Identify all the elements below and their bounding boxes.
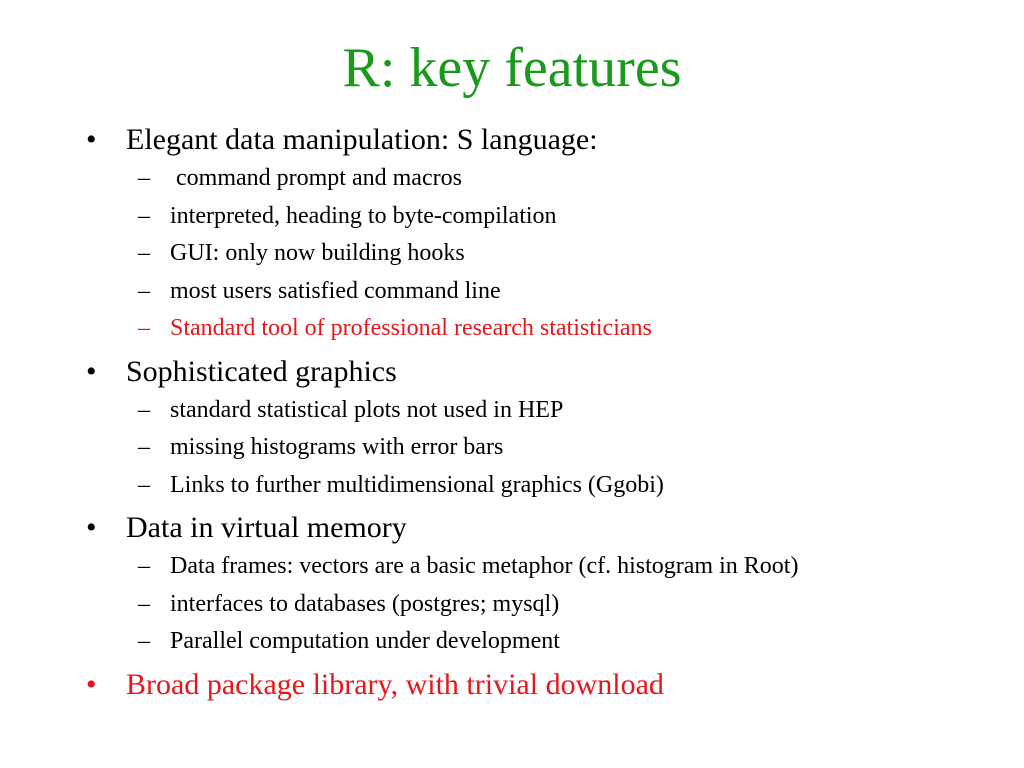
sub-bullet-highlighted <box>84 310 984 348</box>
bullet-marker: • <box>86 667 97 701</box>
sub-bullet-text: Parallel computation under development <box>170 628 560 654</box>
sub-bullet <box>84 467 984 505</box>
bullet-data-in-virtual-memory <box>84 508 984 548</box>
sub-bullet <box>84 160 984 198</box>
sub-bullet-text: Links to further multidimensional graphics (Ggobi) <box>170 471 664 498</box>
sub-bullet-text: Standard tool of professional research statisticians <box>170 315 652 341</box>
sub-bullet <box>84 392 984 430</box>
dash-marker: – <box>138 553 150 579</box>
bullet-marker: • <box>86 511 97 544</box>
sub-bullet-text: command prompt and macros <box>170 165 462 191</box>
bullet-marker: • <box>86 123 97 156</box>
bullet-elegant-data-manipulation <box>84 120 984 160</box>
bullet-text: Sophisticated graphics <box>126 354 397 388</box>
bullet-text: Broad package library, with trivial download <box>126 667 664 701</box>
dash-marker: – <box>138 165 150 191</box>
sub-bullet <box>84 273 984 311</box>
dash-marker: – <box>138 202 150 229</box>
slide-title: R: key features <box>342 37 682 99</box>
sub-bullet-text: standard statistical plots not used in HEP <box>170 396 564 423</box>
bullet-text: Elegant data manipulation: S language: <box>126 123 598 156</box>
bullet-text: Data in virtual memory <box>126 511 407 544</box>
sub-bullet <box>84 623 984 661</box>
sub-bullet-text: most users satisfied command line <box>170 277 501 304</box>
sub-bullet <box>84 429 984 467</box>
bullet-broad-package-library <box>84 665 984 705</box>
sub-bullet <box>84 235 984 273</box>
dash-marker: – <box>138 434 150 460</box>
sub-bullet <box>84 548 984 586</box>
sub-bullet-text: interfaces to databases (postgres; mysql) <box>170 590 560 617</box>
bullet-marker: • <box>86 354 97 388</box>
sub-bullet <box>84 586 984 624</box>
dash-marker: – <box>138 628 150 654</box>
sub-bullet <box>84 198 984 236</box>
dash-marker: – <box>138 315 150 341</box>
sub-bullet-text: GUI: only now building hooks <box>170 240 465 266</box>
dash-marker: – <box>138 471 150 498</box>
sub-bullet-text: missing histograms with error bars <box>170 434 504 460</box>
dash-marker: – <box>138 396 150 423</box>
dash-marker: – <box>138 277 150 304</box>
dash-marker: – <box>138 240 150 266</box>
sub-bullet-text: interpreted, heading to byte-compilation <box>170 202 557 229</box>
dash-marker: – <box>138 590 150 617</box>
sub-bullet-text: Data frames: vectors are a basic metaphor (cf. histogram in Root) <box>170 553 799 579</box>
bullet-sophisticated-graphics <box>84 352 984 392</box>
bullet-list <box>84 116 984 705</box>
